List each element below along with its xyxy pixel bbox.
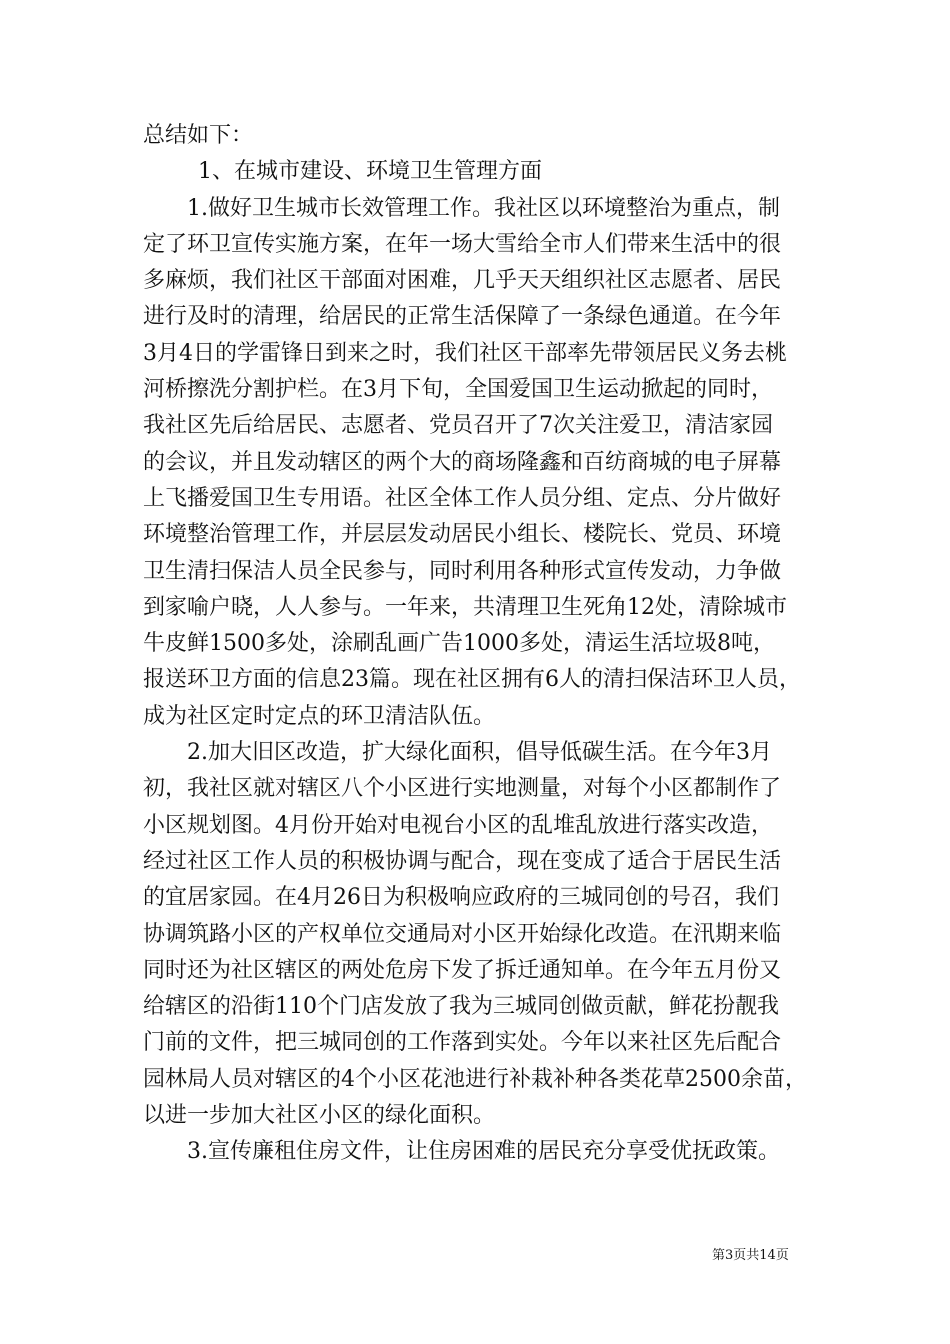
paragraph-start-line: 3.宣传廉租住房文件，让住房困难的居民充分享受优抚政策。 xyxy=(187,1139,780,1165)
text-line: 定了环卫宣传实施方案，在年一场大雪给全市人们带来生活中的很 xyxy=(143,231,782,257)
text-line: 总结如下： xyxy=(143,123,254,148)
paragraph-start-line: 2.加大旧区改造，扩大绿化面积，倡导低碳生活。在今年3月 xyxy=(187,740,772,766)
paragraph-start-line: 1.做好卫生城市长效管理工作。我社区以环境整治为重点，制 xyxy=(187,195,780,221)
text-line: 的宜居家园。在4月26日为积极响应政府的三城同创的号召，我们 xyxy=(143,885,779,911)
text-line: 上飞播爱国卫生专用语。社区全体工作人员分组、定点、分片做好 xyxy=(143,485,782,511)
section-heading: 1、在城市建设、环境卫生管理方面 xyxy=(198,159,542,185)
text-line: 成为社区定时定点的环卫清洁队伍。 xyxy=(143,703,496,729)
text-line: 协调筑路小区的产权单位交通局对小区开始绿化改造。在汛期来临 xyxy=(143,921,782,947)
text-line: 卫生清扫保洁人员全民参与，同时利用各种形式宣传发动，力争做 xyxy=(143,558,782,584)
text-line: 园林局人员对辖区的4个小区花池进行补栽补种各类花草2500余苗， xyxy=(143,1066,807,1092)
text-line: 经过社区工作人员的积极协调与配合，现在变成了适合于居民生活 xyxy=(143,848,782,874)
text-line: 到家喻户晓，人人参与。一年来，共清理卫生死角12处，清除城市 xyxy=(143,594,787,620)
text-line: 小区规划图。4月份开始对电视台小区的乱堆乱放进行落实改造， xyxy=(143,812,773,838)
text-line: 报送环卫方面的信息23篇。现在社区拥有6人的清扫保洁环卫人员， xyxy=(143,667,801,693)
text-line: 3月4日的学雷锋日到来之时，我们社区干部率先带领居民义务去桃 xyxy=(143,340,787,366)
text-line: 牛皮鲜1500多处，涂刷乱画广告1000多处，清运生活垃圾8吨， xyxy=(143,631,775,657)
text-line: 我社区先后给居民、志愿者、党员召开了7次关注爱卫，清洁家园 xyxy=(143,413,773,439)
text-line: 河桥擦洗分割护栏。在3月下旬，全国爱国卫生运动掀起的同时， xyxy=(143,377,773,403)
page-number: 第3页共14页 xyxy=(712,1248,789,1263)
text-line: 以进一步加大社区小区的绿化面积。 xyxy=(143,1103,496,1129)
text-line: 的会议，并且发动辖区的两个大的商场隆鑫和百纺商城的电子屏幕 xyxy=(143,449,782,475)
text-line: 给辖区的沿街110个门店发放了我为三城同创做贡献，鲜花扮靓我 xyxy=(143,994,779,1020)
document-body xyxy=(143,118,811,1171)
text-line: 进行及时的清理，给居民的正常生活保障了一条绿色通道。在今年 xyxy=(143,304,782,330)
text-line: 环境整治管理工作，并层层发动居民小组长、楼院长、党员、环境 xyxy=(143,522,782,548)
text-line: 多麻烦，我们社区干部面对困难，几乎天天组织社区志愿者、居民 xyxy=(143,268,782,294)
text-line: 门前的文件，把三城同创的工作落到实处。今年以来社区先后配合 xyxy=(143,1030,782,1056)
text-line: 初，我社区就对辖区八个小区进行实地测量，对每个小区都制作了 xyxy=(143,776,782,802)
text-line: 同时还为社区辖区的两处危房下发了拆迁通知单。在今年五月份又 xyxy=(143,957,782,983)
